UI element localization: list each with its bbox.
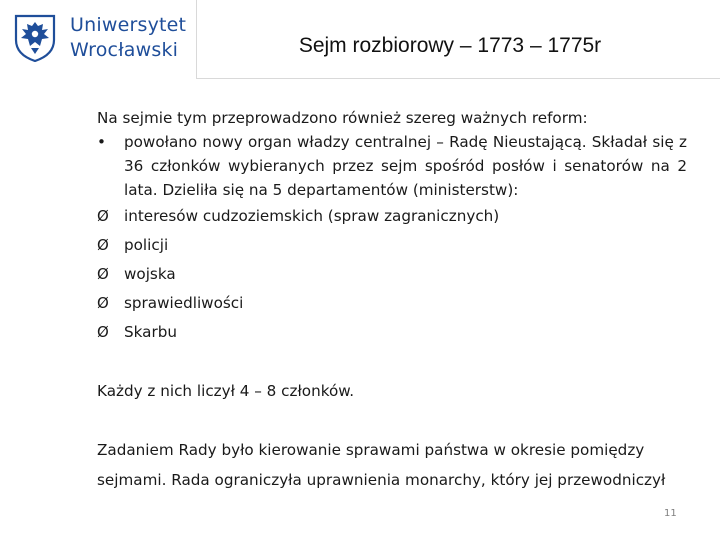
bullet-icon: • [97, 133, 106, 151]
members-note: Każdy z nich liczył 4 – 8 członków. [97, 382, 355, 400]
eagle-crest-icon [12, 12, 58, 62]
logo-line-2: Wrocławski [70, 39, 179, 61]
arrow-bullet-icon: Ø [97, 294, 109, 312]
department-item [97, 260, 687, 289]
university-wordmark [70, 13, 186, 63]
bullet-text: powołano nowy organ władzy centralnej – Radę Nieustającą. Składał się z 36 członków wybieranych przez sejm spośród posłów i senatorów na 2 lata. Dzieliła się na 5 departamentów (ministerstw): [124, 133, 687, 199]
header-divider-vertical [196, 0, 197, 78]
department-label: interesów cudzoziemskich (spraw zagranicznych) [124, 207, 500, 225]
slide-body [97, 106, 687, 495]
arrow-bullet-icon: Ø [97, 265, 109, 283]
spacer [97, 347, 687, 376]
department-label: Skarbu [124, 323, 177, 341]
header-divider-horizontal [196, 78, 720, 79]
page-number: 11 [664, 508, 677, 519]
intro-text: Na sejmie tym przeprowadzono również szereg ważnych reform: [97, 109, 588, 127]
department-item [97, 318, 687, 347]
arrow-bullet-icon: Ø [97, 236, 109, 254]
logo-line-1: Uniwersytet [70, 14, 187, 36]
department-label: wojska [124, 265, 176, 283]
task-paragraph: Zadaniem Rady było kierowanie sprawami państwa w okresie pomiędzy sejmami. Rada ograniczyła uprawnienia monarchy, który jej przewodniczył [97, 441, 666, 489]
department-item [97, 289, 687, 318]
arrow-bullet-icon: Ø [97, 323, 109, 341]
department-label: sprawiedliwości [124, 294, 244, 312]
bullet-item [97, 130, 687, 202]
slide-title: Sejm rozbiorowy – 1773 – 1775r [298, 34, 602, 57]
department-label: policji [124, 236, 169, 254]
spacer [97, 406, 687, 435]
university-logo [0, 0, 196, 78]
arrow-bullet-icon: Ø [97, 207, 109, 225]
department-item [97, 202, 687, 231]
department-item [97, 231, 687, 260]
